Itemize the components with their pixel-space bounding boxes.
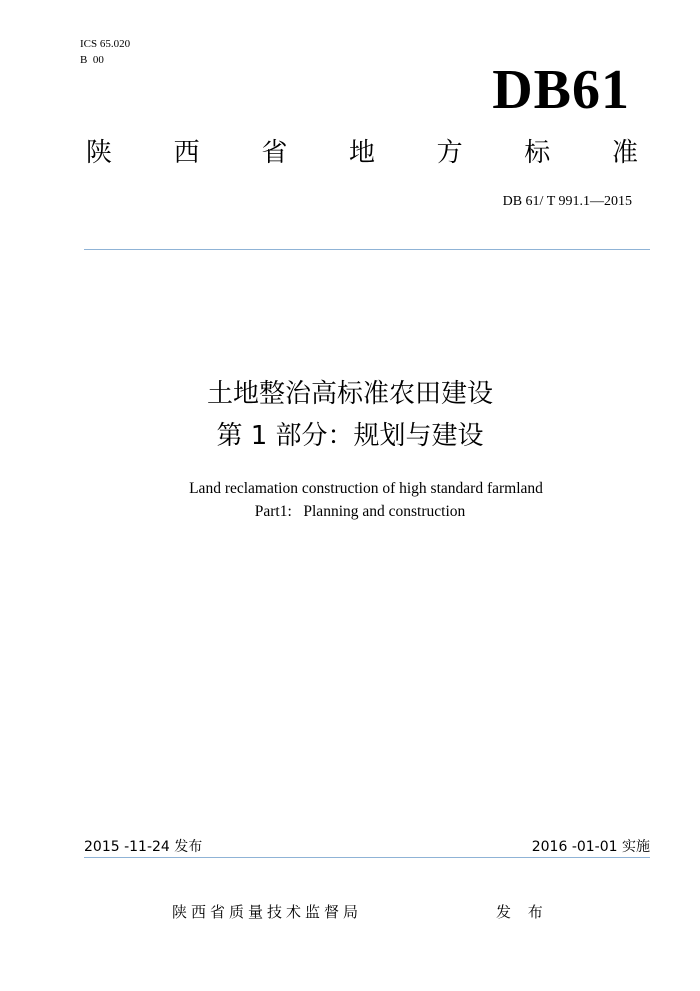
title-line-1: 土地整治高标准农田建设 <box>206 379 493 409</box>
title-line-2: 第 1 部分：规划与建设 <box>216 421 484 451</box>
english-title-line-2: Part1: Planning and construction <box>254 503 466 520</box>
standard-number: DB 61/ T 991.1—2015 <box>502 194 632 209</box>
english-title-line-1: Land reclamation construction of high standard farmland <box>189 480 543 497</box>
issue-label: 发 布 <box>496 903 549 921</box>
province-char: 省 <box>261 138 288 168</box>
top-divider <box>84 249 650 250</box>
province-char: 方 <box>436 138 463 168</box>
province-char: 西 <box>173 138 200 168</box>
release-date: 2015 -11-24 发布 <box>84 839 203 855</box>
implementation-date: 2016 -01-01 实施 <box>531 839 650 855</box>
classification-codes <box>80 36 130 68</box>
province-char: 标 <box>524 138 551 168</box>
db-code-logo: DB61 <box>492 59 630 121</box>
province-char: 准 <box>611 138 638 168</box>
province-char: 地 <box>348 138 375 168</box>
issuing-authority: 陕西省质量技术监督局 <box>172 903 363 921</box>
ics-code: ICS 65.020 <box>80 38 131 50</box>
class-code: B 00 <box>80 54 104 66</box>
province-standard-heading <box>86 136 638 170</box>
bottom-divider <box>84 857 650 858</box>
province-char: 陕 <box>86 138 113 168</box>
